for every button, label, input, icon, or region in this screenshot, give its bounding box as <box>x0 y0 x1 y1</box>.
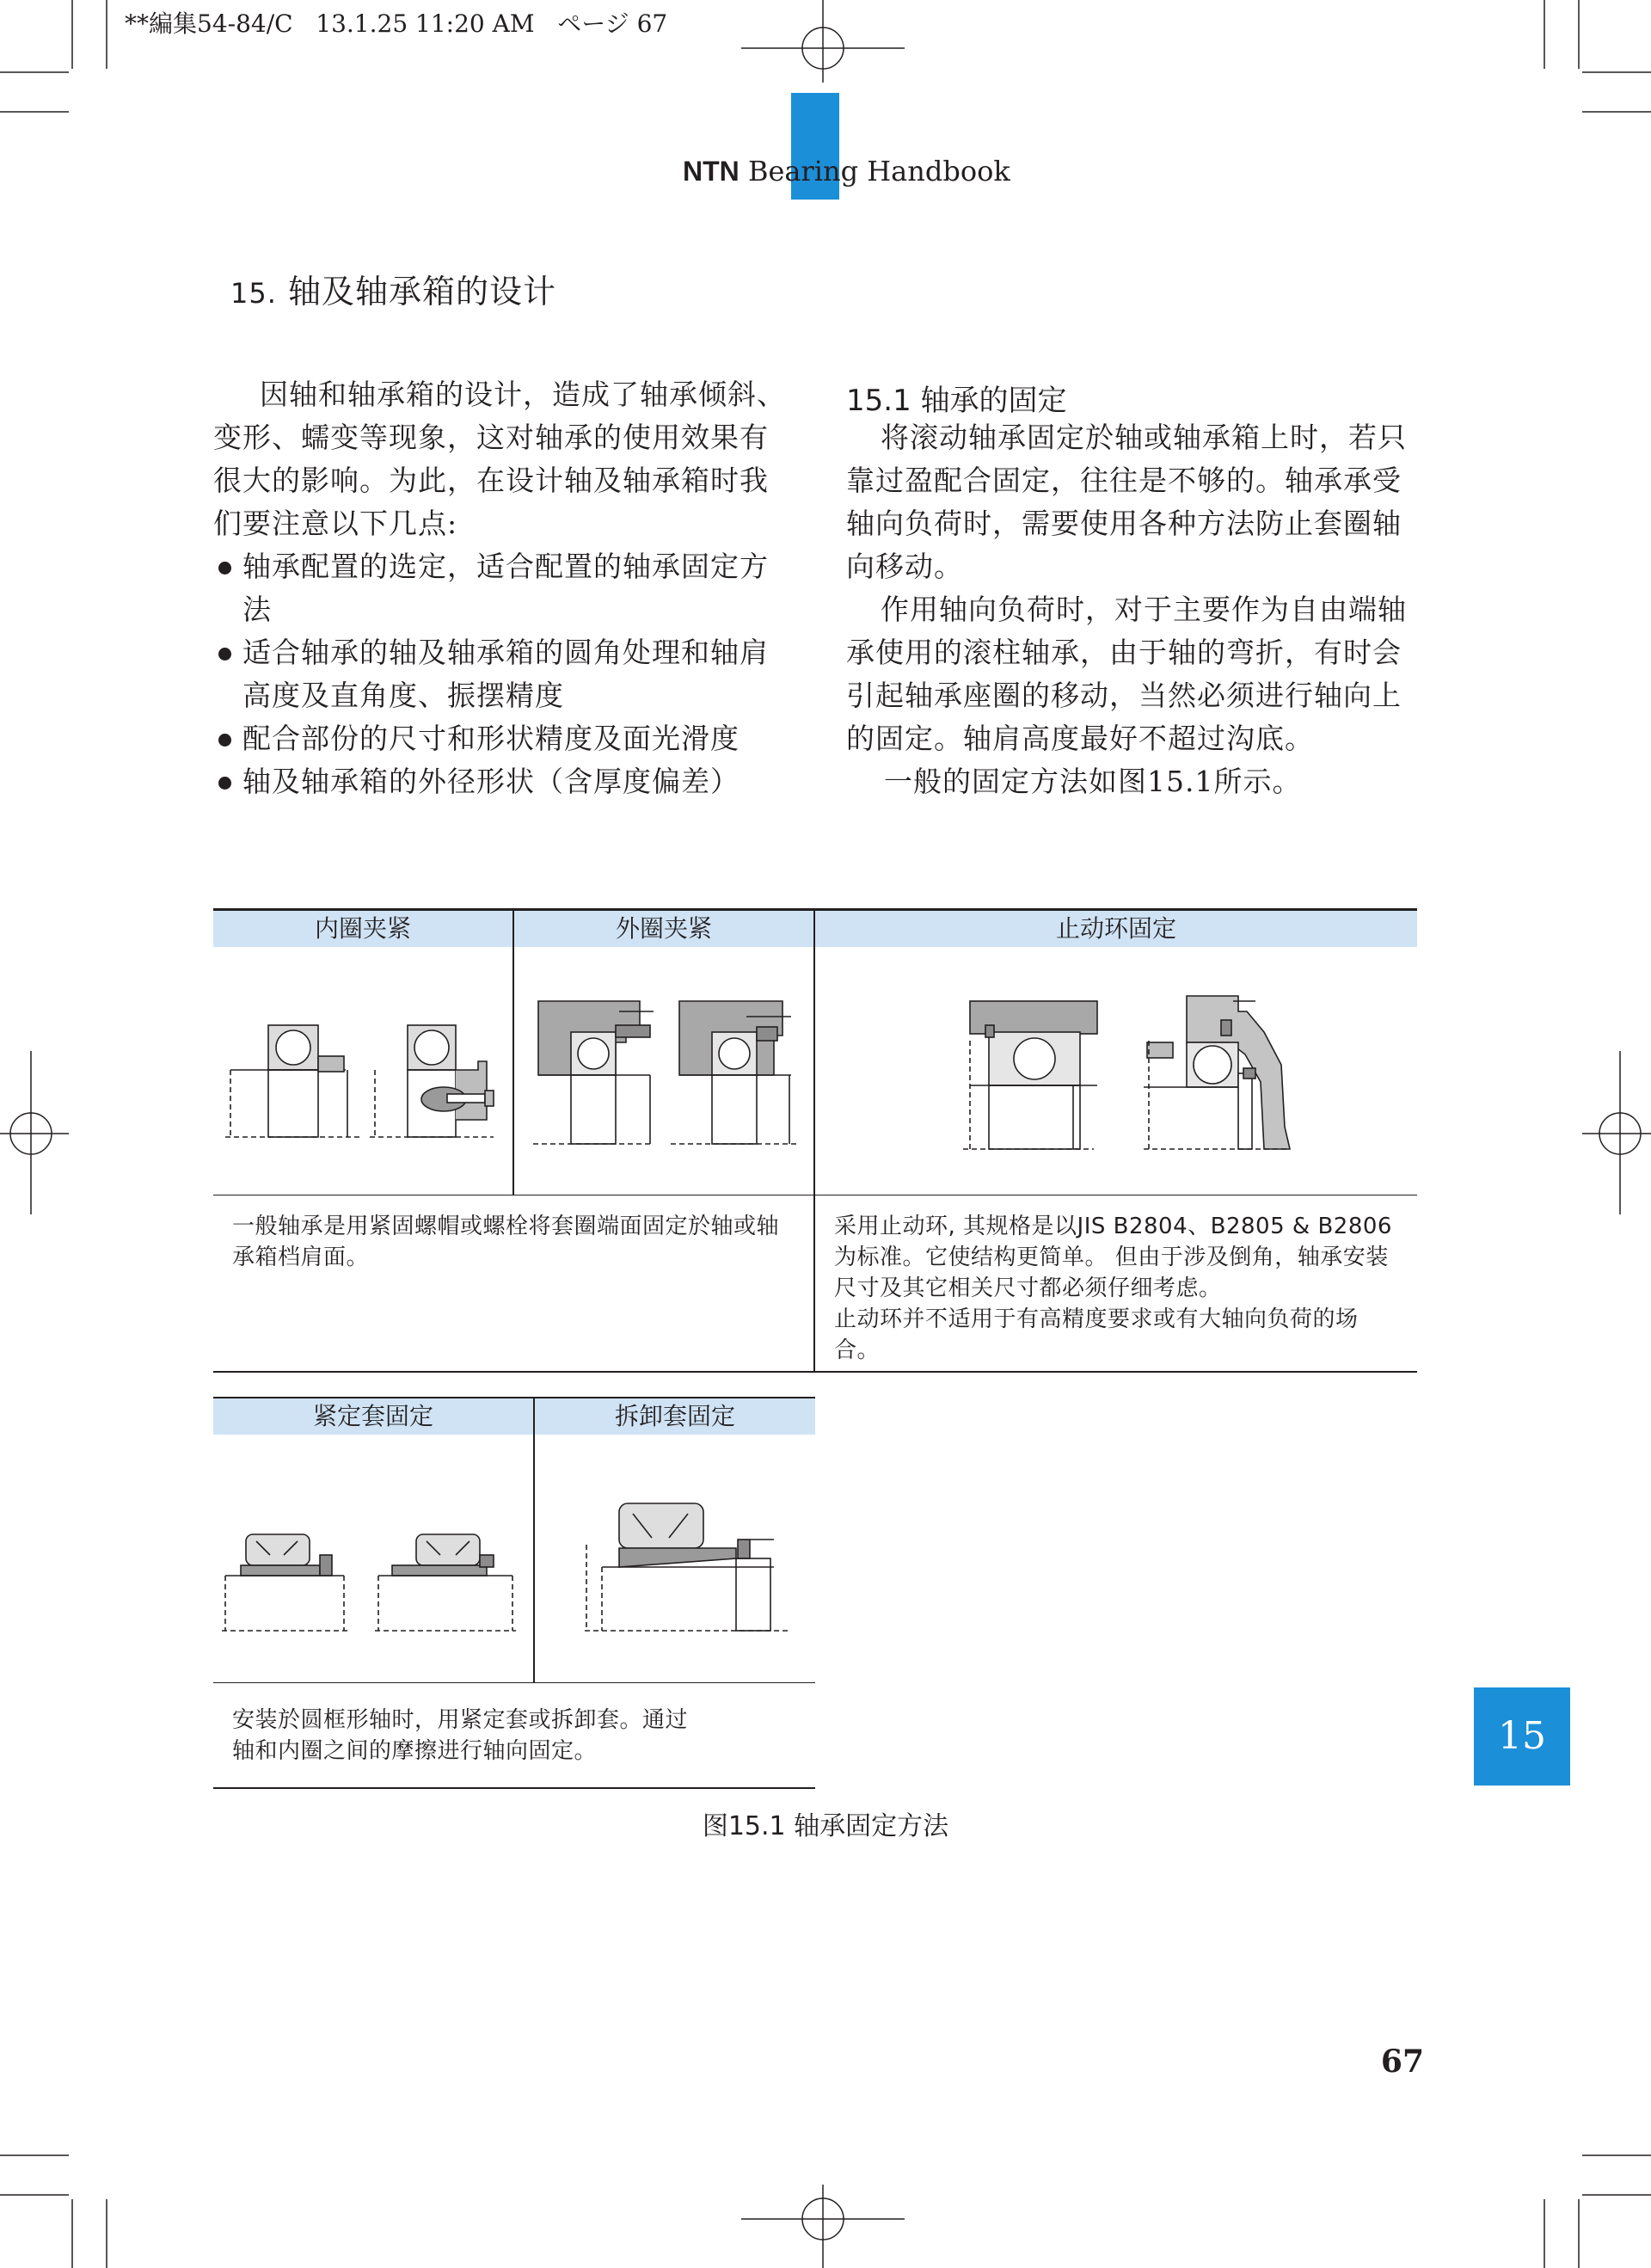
bullet-item <box>218 717 795 760</box>
table1-caption-left: 一般轴承是用紧固螺帽或螺栓将套圈端面固定於轴或轴承箱档肩面。 <box>232 1214 780 1270</box>
registration-target-left <box>0 1051 69 1214</box>
bullet-dot <box>218 562 231 575</box>
registration-target-right <box>1582 1051 1651 1214</box>
page-number: 67 <box>1380 2044 1424 2080</box>
bullet-text: 配合部份的尺寸和形状精度及面光滑度 <box>242 722 740 755</box>
bullet-dot <box>218 648 231 661</box>
table1-caption-right-1: 采用止动环, 其规格是以JIS B2804、B2805 & B2806为标准。它使结构更简单。 但由于涉及倒角，轴承安装尺寸及其它相关尺寸都必须仔细考虑。 <box>834 1214 1392 1301</box>
bullet-dot <box>218 734 231 747</box>
table2-header-adapter: 紧定套固定 <box>213 1398 533 1435</box>
table1-bottom-rule <box>213 1371 1417 1373</box>
section-title-text: 轴及轴承箱的设计 <box>287 273 556 310</box>
table2-bottom-rule <box>213 1787 815 1789</box>
table2-mid-rule <box>213 1682 815 1683</box>
bullet-item <box>218 545 795 631</box>
header-title: Bearing Handbook <box>747 155 1010 187</box>
brand-logo: NTN <box>683 156 740 187</box>
section-title <box>230 265 556 312</box>
subsection-p2: 作用轴向负荷时，对于主要作为自由端轴承使用的滚柱轴承，由于轴的弯折，有时会引起轴承座圈的移动，当然必须进行轴向上的固定。轴肩高度最好不超过沟底。 <box>846 593 1407 755</box>
bullet-text: 轴承配置的选定，适合配置的轴承固定方法 <box>242 550 769 626</box>
bullet-item <box>218 760 795 803</box>
bullet-text: 轴及轴承箱的外径形状（含厚度偏差） <box>242 765 740 798</box>
table1-header-outer: 外圈夹紧 <box>514 911 813 947</box>
subsection-title: 15.1 轴承的固定 <box>846 384 1067 418</box>
section-number: 15. <box>230 277 277 310</box>
bullet-text: 适合轴承的轴及轴承箱的圆角处理和轴肩高度及直角度、振摆精度 <box>242 636 769 712</box>
chapter-side-tab[interactable] <box>1474 1687 1570 1786</box>
table1-divider <box>512 911 514 1195</box>
print-mark: **編集54-84/C 13.1.25 11:20 AM ページ 67 <box>125 9 668 38</box>
table1-caption-right-2: 止动环并不适用于有高精度要求或有大轴向负荷的场合。 <box>834 1306 1359 1363</box>
chapter-side-tab-label: 15 <box>1498 1714 1546 1758</box>
table2-caption: 安装於圆框形轴时，用紧定套或拆卸套。通过轴和内圈之间的摩擦进行轴向固定。 <box>232 1707 689 1764</box>
subsection-p3: 一般的固定方法如图15.1所示。 <box>884 765 1302 798</box>
table1-header-snapring: 止动环固定 <box>815 911 1417 947</box>
registration-target-top <box>741 0 905 83</box>
table2-divider <box>533 1398 535 1682</box>
subsection-p1: 将滚动轴承固定於轴或轴承箱上时，若只靠过盈配合固定，往往是不够的。轴承承受轴向负荷时，需要使用各种方法防止套圈轴向移动。 <box>846 421 1407 583</box>
bullet-dot <box>218 777 231 790</box>
table1-header-inner: 内圈夹紧 <box>213 911 512 947</box>
running-header <box>683 155 1010 187</box>
figure-caption: 图15.1 轴承固定方法 <box>702 1811 949 1841</box>
registration-target-bottom <box>741 2185 905 2268</box>
bullet-item <box>218 631 795 717</box>
table2-header-withdrawal: 拆卸套固定 <box>535 1398 815 1435</box>
table1-divider <box>813 911 815 1372</box>
intro-paragraph: 因轴和轴承箱的设计，造成了轴承倾斜、变形、蠕变等现象，这对轴承的使用效果有很大的影响。为此，在设计轴及轴承箱时我们要注意以下几点: <box>213 378 786 540</box>
